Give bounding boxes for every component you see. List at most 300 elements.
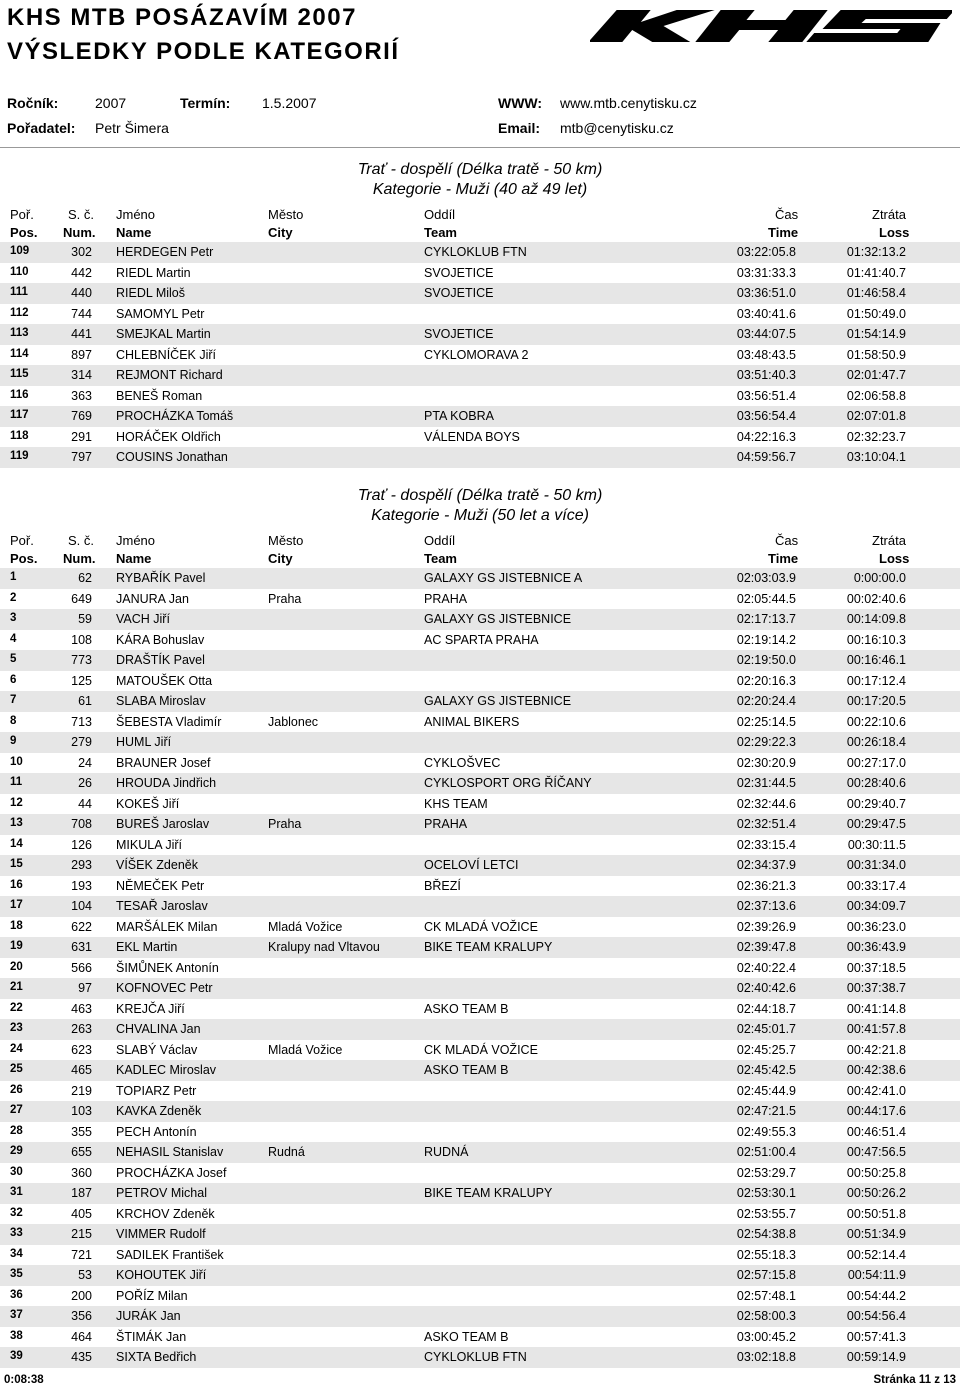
- cell-rider-name: HROUDA Jindřich: [116, 776, 217, 790]
- table-row: [0, 814, 960, 835]
- cell-time-loss: 00:37:38.7: [846, 981, 906, 995]
- cell-rider-name: RIEDL Martin: [116, 265, 191, 280]
- cell-city: Mladá Vožice: [268, 1042, 343, 1057]
- cell-time: 02:45:01.7: [736, 1022, 796, 1036]
- cell-time: 02:32:44.6: [736, 796, 796, 811]
- cell-team: ANIMAL BIKERS: [424, 714, 520, 729]
- cell-rider-name: SLABÝ Václav: [116, 1042, 198, 1057]
- footer-page-number: Stránka 11 z 13: [873, 1374, 956, 1386]
- cell-time: 03:00:45.2: [736, 1329, 796, 1344]
- cell-team: CYKLOKLUB FTN: [424, 245, 527, 259]
- col-city-cz: Město: [268, 533, 304, 548]
- cell-time-loss: 00:51:34.9: [846, 1227, 906, 1241]
- year-label: Ročník:: [7, 95, 59, 111]
- cell-start-number: 26: [78, 776, 92, 790]
- cell-team: GALAXY GS JISTEBNICE A: [424, 571, 583, 585]
- table-row: [0, 283, 960, 304]
- cell-time-loss: 00:42:21.8: [846, 1042, 906, 1057]
- cell-time-loss: 00:16:46.1: [846, 653, 906, 667]
- cell-time-loss: 00:17:20.5: [846, 694, 906, 708]
- cell-city: Rudná: [268, 1145, 305, 1159]
- cell-time-loss: 01:32:13.2: [846, 245, 906, 259]
- table-row: [0, 1265, 960, 1286]
- cell-start-number: 405: [71, 1206, 92, 1221]
- cell-position: 115: [10, 368, 29, 380]
- table-row: [0, 958, 960, 979]
- section-1-category: Kategorie - Muži (40 až 49 let): [372, 181, 588, 198]
- cell-time: 02:03:03.9: [736, 571, 796, 585]
- cell-time: 02:53:30.1: [736, 1186, 796, 1200]
- cell-team: CK MLADÁ VOŽICE: [424, 919, 538, 934]
- cell-position: 14: [10, 837, 23, 850]
- table-row: [0, 794, 960, 815]
- cell-rider-name: POŘÍZ Milan: [116, 1288, 188, 1303]
- cell-start-number: 53: [78, 1268, 92, 1282]
- table-row: [0, 712, 960, 733]
- table-row: [0, 1204, 960, 1225]
- cell-start-number: 187: [71, 1186, 92, 1200]
- table-row: [0, 937, 960, 958]
- cell-rider-name: ŠTIMÁK Jan: [116, 1329, 187, 1344]
- cell-rider-name: PROCHÁZKA Tomáš: [116, 409, 234, 423]
- cell-time-loss: 00:27:17.0: [846, 755, 906, 770]
- cell-time: 02:30:20.9: [736, 755, 796, 770]
- cell-rider-name: KAVKA Zdeněk: [116, 1104, 202, 1118]
- col-team-cz: Oddíl: [424, 207, 456, 222]
- cell-rider-name: SADILEK František: [116, 1247, 224, 1262]
- cell-time-loss: 03:10:04.1: [846, 450, 906, 464]
- cell-time: 02:37:13.6: [736, 899, 796, 913]
- cell-time-loss: 00:02:40.6: [846, 591, 906, 606]
- cell-position: 112: [10, 306, 29, 319]
- cell-position: 118: [10, 429, 29, 442]
- www-label: WWW:: [498, 95, 543, 111]
- col-num-cz: S. č.: [68, 207, 95, 222]
- cell-time: 03:56:54.4: [736, 409, 796, 423]
- cell-start-number: 713: [71, 714, 92, 729]
- cell-time: 02:32:51.4: [736, 817, 796, 831]
- cell-time-loss: 0:00:00.0: [853, 571, 906, 585]
- www-link[interactable]: www.mtb.cenytisku.cz: [560, 95, 697, 111]
- table-row: [0, 1142, 960, 1163]
- cell-start-number: 360: [71, 1165, 92, 1180]
- cell-rider-name: KOHOUTEK Jiří: [116, 1268, 207, 1282]
- cell-team: BIKE TEAM KRALUPY: [424, 940, 553, 954]
- cell-time-loss: 00:33:17.4: [846, 878, 906, 893]
- cell-position: 11: [10, 776, 23, 788]
- cell-start-number: 363: [71, 388, 92, 403]
- cell-start-number: 442: [71, 265, 92, 280]
- cell-time: 02:57:48.1: [736, 1288, 796, 1303]
- cell-start-number: 104: [71, 899, 92, 913]
- cell-start-number: 125: [71, 673, 92, 688]
- cell-time-loss: 00:57:41.3: [846, 1329, 906, 1344]
- section-2-track: Trať - dospělí (Délka tratě - 50 km): [357, 487, 603, 504]
- section-2-category: Kategorie - Muži (50 let a více): [371, 507, 589, 524]
- col-name-cz: Jméno: [116, 533, 156, 548]
- cell-start-number: 441: [71, 327, 92, 341]
- cell-rider-name: KADLEC Miroslav: [116, 1063, 217, 1077]
- table-row: [0, 753, 960, 774]
- cell-team: OCELOVÍ LETCI: [424, 858, 519, 872]
- cell-rider-name: NĚMEČEK Petr: [116, 878, 205, 893]
- cell-time-loss: 00:47:56.5: [846, 1145, 906, 1159]
- cell-time-loss: 01:41:40.7: [846, 265, 906, 280]
- cell-time: 03:31:33.3: [736, 265, 796, 280]
- cell-team: SVOJETICE: [424, 265, 494, 280]
- table-row: [0, 896, 960, 917]
- cell-city: Praha: [268, 817, 302, 831]
- cell-rider-name: HERDEGEN Petr: [116, 245, 214, 259]
- cell-time: 03:44:07.5: [736, 327, 796, 341]
- cell-position: 114: [10, 347, 29, 360]
- cell-start-number: 465: [71, 1063, 92, 1077]
- section-1-track: Trať - dospělí (Délka tratě - 50 km): [357, 161, 603, 178]
- cell-position: 110: [10, 265, 29, 278]
- cell-start-number: 622: [71, 919, 92, 934]
- cell-time: 03:51:40.3: [736, 368, 796, 382]
- cell-rider-name: MARŠÁLEK Milan: [116, 919, 218, 934]
- table-row: [0, 650, 960, 671]
- cell-time: 02:19:14.2: [736, 632, 796, 647]
- cell-time: 03:48:43.5: [736, 347, 796, 362]
- cell-start-number: 440: [71, 286, 92, 300]
- cell-position: 18: [10, 919, 23, 932]
- cell-rider-name: RIEDL Miloš: [116, 286, 185, 300]
- table-row: [0, 978, 960, 999]
- cell-team: KHS TEAM: [424, 796, 488, 811]
- cell-time-loss: 01:50:49.0: [846, 306, 906, 321]
- cell-time: 02:53:29.7: [736, 1165, 796, 1180]
- col-time-cz: Čas: [775, 207, 799, 222]
- cell-rider-name: NEHASIL Stanislav: [116, 1145, 224, 1159]
- cell-start-number: 24: [78, 755, 92, 770]
- col-pos-en: Pos.: [10, 551, 38, 566]
- cell-time-loss: 00:34:09.7: [846, 899, 906, 913]
- cell-start-number: 744: [71, 306, 92, 321]
- cell-time: 03:36:51.0: [736, 286, 796, 300]
- cell-time-loss: 00:28:40.6: [846, 776, 906, 790]
- cell-position: 29: [10, 1145, 23, 1157]
- cell-start-number: 356: [71, 1309, 92, 1323]
- cell-rider-name: COUSINS Jonathan: [116, 450, 228, 464]
- cell-start-number: 193: [71, 878, 92, 893]
- cell-time-loss: 00:29:47.5: [846, 817, 906, 831]
- cell-position: 15: [10, 858, 23, 870]
- col-loss-en: Loss: [879, 225, 910, 240]
- document-title: KHS MTB POSÁZAVÍM 2007: [7, 4, 357, 31]
- col-num-cz: S. č.: [68, 533, 95, 548]
- cell-rider-name: PETROV Michal: [116, 1186, 207, 1200]
- cell-start-number: 314: [71, 368, 92, 382]
- table-row: [0, 1183, 960, 1204]
- cell-position: 4: [10, 632, 17, 645]
- cell-start-number: 263: [71, 1022, 92, 1036]
- cell-start-number: 200: [71, 1288, 92, 1303]
- col-name-cz: Jméno: [116, 207, 156, 222]
- cell-time: 02:49:55.3: [736, 1124, 796, 1139]
- cell-start-number: 291: [71, 429, 92, 444]
- cell-start-number: 59: [78, 612, 92, 626]
- cell-time-loss: 00:16:10.3: [846, 632, 906, 647]
- year-value: 2007: [95, 95, 127, 111]
- table-row: [0, 732, 960, 753]
- table-row: [0, 1306, 960, 1327]
- email-link[interactable]: mtb@cenytisku.cz: [560, 120, 674, 136]
- cell-position: 35: [10, 1268, 23, 1280]
- table-row: [0, 671, 960, 692]
- cell-start-number: 355: [71, 1124, 92, 1139]
- cell-position: 12: [10, 796, 23, 809]
- cell-team: PRAHA: [424, 591, 468, 606]
- cell-time: 02:17:13.7: [736, 612, 796, 626]
- cell-time: 04:22:16.3: [736, 429, 796, 444]
- cell-rider-name: KREJČA Jiří: [116, 1001, 185, 1016]
- cell-time-loss: 00:46:51.4: [846, 1124, 906, 1139]
- cell-position: 21: [10, 981, 23, 993]
- cell-position: 8: [10, 714, 17, 727]
- cell-team: BŘEZÍ: [424, 878, 461, 893]
- section-2-results: [0, 568, 960, 1368]
- cell-rider-name: HUML Jiří: [116, 735, 172, 749]
- cell-start-number: 61: [78, 694, 92, 708]
- cell-time-loss: 00:44:17.6: [846, 1104, 906, 1118]
- cell-time: 02:29:22.3: [736, 735, 796, 749]
- cell-start-number: 62: [78, 571, 92, 585]
- cell-time-loss: 01:54:14.9: [846, 327, 906, 341]
- khs-logo: [590, 6, 952, 46]
- table-row: [0, 1081, 960, 1102]
- cell-team: AC SPARTA PRAHA: [424, 632, 539, 647]
- cell-time-loss: 00:37:18.5: [846, 960, 906, 975]
- col-loss-cz: Ztráta: [872, 533, 906, 548]
- section-1-results: [0, 242, 960, 468]
- table-row: [0, 263, 960, 284]
- cell-position: 38: [10, 1329, 23, 1342]
- cell-position: 119: [10, 450, 29, 462]
- cell-position: 111: [10, 286, 28, 298]
- cell-start-number: 464: [71, 1329, 92, 1344]
- table-row: [0, 1040, 960, 1061]
- table-row: [0, 568, 960, 589]
- cell-time: 03:40:41.6: [736, 306, 796, 321]
- cell-city: Jablonec: [268, 714, 319, 729]
- cell-time: 02:57:15.8: [736, 1268, 796, 1282]
- cell-time-loss: 00:42:41.0: [846, 1083, 906, 1098]
- cell-rider-name: HORÁČEK Oldřich: [116, 429, 221, 444]
- table-row: [0, 855, 960, 876]
- cell-position: 19: [10, 940, 23, 952]
- table-row: [0, 304, 960, 325]
- cell-rider-name: KRCHOV Zdeněk: [116, 1206, 215, 1221]
- cell-position: 26: [10, 1083, 23, 1096]
- cell-time: 03:22:05.8: [736, 245, 796, 259]
- cell-time-loss: 01:58:50.9: [846, 347, 906, 362]
- col-name-en: Name: [116, 551, 152, 566]
- cell-position: 109: [10, 245, 30, 257]
- cell-time-loss: 00:41:14.8: [846, 1001, 906, 1016]
- cell-rider-name: JURÁK Jan: [116, 1309, 181, 1323]
- cell-time: 03:56:51.4: [736, 388, 796, 403]
- table-row: [0, 773, 960, 794]
- section-2-column-header: [0, 532, 960, 568]
- cell-start-number: 279: [71, 735, 92, 749]
- cell-team: CYKLOKLUB FTN: [424, 1350, 527, 1364]
- cell-time-loss: 00:26:18.4: [846, 735, 906, 749]
- cell-time: 02:55:18.3: [736, 1247, 796, 1262]
- cell-start-number: 631: [71, 940, 92, 954]
- cell-time-loss: 00:50:25.8: [846, 1165, 906, 1180]
- col-city-en: City: [268, 551, 293, 566]
- cell-team: GALAXY GS JISTEBNICE: [424, 612, 572, 626]
- cell-team: CYKLOSPORT ORG ŘÍČANY: [424, 776, 592, 790]
- cell-position: 2: [10, 591, 17, 604]
- cell-start-number: 215: [71, 1227, 92, 1241]
- table-row: [0, 609, 960, 630]
- col-time-en: Time: [768, 225, 799, 240]
- cell-time: 02:47:21.5: [736, 1104, 796, 1118]
- cell-position: 116: [10, 388, 29, 401]
- col-pos-cz: Poř.: [10, 533, 34, 548]
- cell-time-loss: 02:06:58.8: [846, 388, 906, 403]
- cell-rider-name: BRAUNER Josef: [116, 755, 211, 770]
- cell-position: 16: [10, 878, 23, 891]
- cell-position: 17: [10, 899, 23, 911]
- col-loss-en: Loss: [879, 551, 910, 566]
- cell-position: 10: [10, 755, 23, 768]
- table-row: [0, 447, 960, 468]
- cell-position: 1: [10, 571, 17, 583]
- cell-rider-name: EKL Martin: [116, 940, 178, 954]
- cell-time: 02:39:26.9: [736, 919, 796, 934]
- cell-start-number: 897: [71, 347, 92, 362]
- col-city-en: City: [268, 225, 293, 240]
- cell-team: BIKE TEAM KRALUPY: [424, 1186, 553, 1200]
- cell-rider-name: SLABA Miroslav: [116, 694, 206, 708]
- cell-city: Kralupy nad Vltavou: [268, 940, 380, 954]
- cell-time: 02:33:15.4: [736, 837, 796, 852]
- cell-rider-name: JANURA Jan: [116, 591, 189, 606]
- cell-time: 02:34:37.9: [736, 858, 796, 872]
- table-row: [0, 1286, 960, 1307]
- cell-start-number: 97: [78, 981, 92, 995]
- cell-rider-name: SAMOMYL Petr: [116, 306, 205, 321]
- cell-rider-name: VIMMER Rudolf: [116, 1227, 206, 1241]
- cell-start-number: 126: [71, 837, 92, 852]
- cell-position: 25: [10, 1063, 23, 1075]
- cell-rider-name: DRAŠTÍK Pavel: [116, 653, 205, 667]
- cell-rider-name: BENEŠ Roman: [116, 388, 203, 403]
- cell-position: 117: [10, 409, 29, 421]
- table-row: [0, 427, 960, 448]
- cell-time-loss: 00:30:11.5: [847, 837, 906, 852]
- cell-time: 02:40:22.4: [736, 960, 796, 975]
- cell-position: 20: [10, 960, 23, 973]
- cell-time-loss: 00:54:44.2: [846, 1288, 906, 1303]
- cell-start-number: 108: [71, 632, 92, 647]
- table-row: [0, 876, 960, 897]
- col-time-cz: Čas: [775, 533, 799, 548]
- cell-position: 37: [10, 1309, 23, 1321]
- cell-position: 33: [10, 1227, 23, 1239]
- cell-start-number: 302: [71, 245, 92, 259]
- cell-position: 31: [10, 1186, 23, 1198]
- col-pos-cz: Poř.: [10, 207, 34, 222]
- table-row: [0, 242, 960, 263]
- table-row: [0, 1347, 960, 1368]
- table-row: [0, 1224, 960, 1245]
- col-team-en: Team: [424, 225, 457, 240]
- cell-rider-name: KÁRA Bohuslav: [116, 632, 205, 647]
- cell-time: 02:20:16.3: [736, 673, 796, 688]
- col-pos-en: Pos.: [10, 225, 38, 240]
- cell-start-number: 721: [71, 1247, 92, 1262]
- table-row: [0, 406, 960, 427]
- cell-time-loss: 00:36:43.9: [846, 940, 906, 954]
- cell-position: 39: [10, 1350, 23, 1362]
- cell-rider-name: PROCHÁZKA Josef: [116, 1165, 227, 1180]
- document-subtitle: VÝSLEDKY PODLE KATEGORIÍ: [7, 38, 400, 65]
- cell-time: 02:45:25.7: [736, 1042, 796, 1057]
- cell-rider-name: VÍŠEK Zdeněk: [116, 858, 198, 872]
- cell-start-number: 103: [71, 1104, 92, 1118]
- cell-position: 113: [10, 327, 29, 339]
- table-row: [0, 1327, 960, 1348]
- col-team-cz: Oddíl: [424, 533, 456, 548]
- cell-rider-name: TESAŘ Jaroslav: [116, 899, 208, 913]
- organizer-label: Pořadatel:: [7, 120, 76, 136]
- organizer-value: Petr Šimera: [95, 120, 169, 136]
- cell-team: CK MLADÁ VOŽICE: [424, 1042, 538, 1057]
- cell-rider-name: SIXTA Bedřich: [116, 1350, 197, 1364]
- cell-team: SVOJETICE: [424, 327, 494, 341]
- col-name-en: Name: [116, 225, 152, 240]
- section-1-column-header: [0, 206, 960, 242]
- cell-position: 24: [10, 1042, 23, 1055]
- cell-start-number: 797: [71, 450, 92, 464]
- cell-position: 9: [10, 735, 17, 747]
- cell-position: 7: [10, 694, 17, 706]
- cell-start-number: 773: [71, 653, 92, 667]
- cell-start-number: 44: [78, 796, 92, 811]
- cell-time: 02:45:42.5: [736, 1063, 796, 1077]
- cell-team: PRAHA: [424, 817, 468, 831]
- cell-position: 32: [10, 1206, 23, 1219]
- cell-position: 5: [10, 653, 17, 665]
- cell-time: 02:25:14.5: [736, 714, 796, 729]
- col-num-en: Num.: [63, 225, 96, 240]
- cell-position: 3: [10, 612, 17, 624]
- cell-start-number: 566: [71, 960, 92, 975]
- cell-time-loss: 00:36:23.0: [846, 919, 906, 934]
- cell-rider-name: BUREŠ Jaroslav: [116, 817, 210, 831]
- table-row: [0, 1245, 960, 1266]
- cell-time-loss: 00:42:38.6: [846, 1063, 906, 1077]
- table-row: [0, 345, 960, 366]
- cell-start-number: 435: [71, 1350, 92, 1364]
- cell-position: 30: [10, 1165, 23, 1178]
- cell-start-number: 293: [71, 858, 92, 872]
- cell-time-loss: 00:54:11.9: [847, 1268, 906, 1282]
- cell-time-loss: 00:14:09.8: [846, 612, 906, 626]
- cell-position: 13: [10, 817, 23, 829]
- cell-team: GALAXY GS JISTEBNICE: [424, 694, 572, 708]
- cell-time-loss: 01:46:58.4: [846, 286, 906, 300]
- cell-rider-name: REJMONT Richard: [116, 368, 223, 382]
- cell-time: 04:59:56.7: [736, 450, 796, 464]
- cell-rider-name: ŠEBESTA Vladimír: [116, 714, 222, 729]
- cell-position: 36: [10, 1288, 23, 1301]
